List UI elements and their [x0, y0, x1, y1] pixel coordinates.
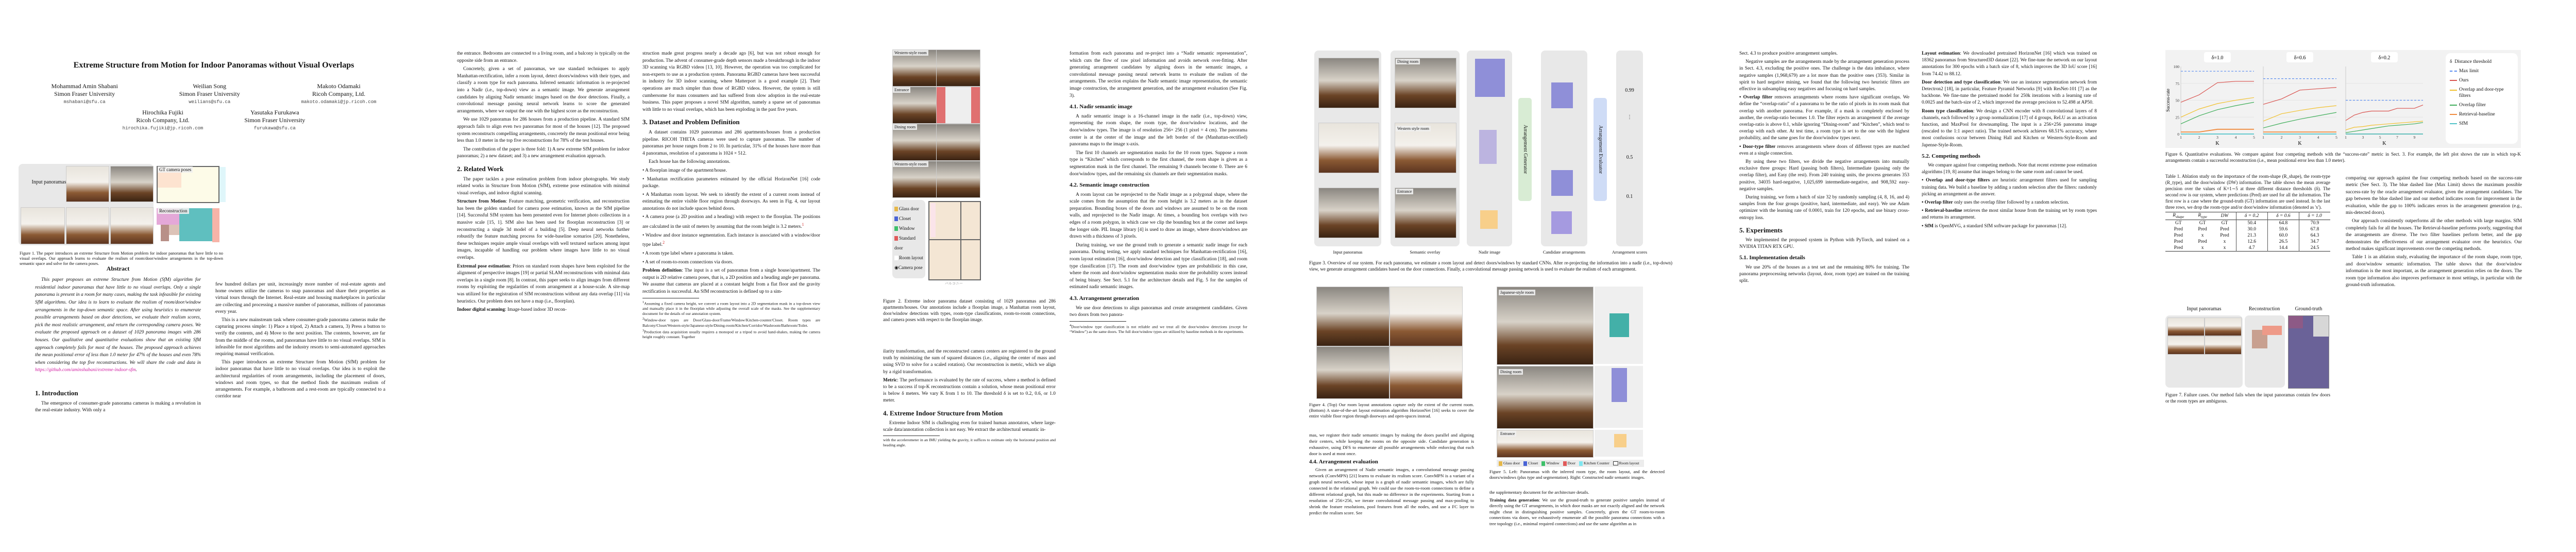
page-6 — [2130, 0, 2556, 552]
paragraph: comparing our approach against the four competing methods based on the success-rate metric (See Sect. 3). The blue dashed line (Max Limit) shows the maximum possible success-rate by the oracle arrangement evaluator, given the arrangement candidates. The gap between the blue dashed line and our method indicates room for improvement in the evaluation, while the gap to 100% indicates errors in the arrangement generation (e.g., mis-detected doors). — [2346, 176, 2522, 216]
table-1 — [2165, 212, 2330, 252]
x-tick-label: 3 — [2362, 135, 2364, 140]
paragraph: the entrance. Bedrooms are connected to a living room, and a balcony is typically on the opposite side from an entrance. — [457, 51, 630, 63]
fig4-pano — [1316, 287, 1389, 346]
recon-room — [2262, 326, 2282, 335]
paragraph: Sect. 4.3 to produce positive arrangement samples. — [1739, 51, 1838, 56]
section-5-1-heading: 5.1. Implementation details — [1739, 255, 1805, 261]
paragraph: • Overlap filter only uses the overlap filter followed by a random selection. — [1922, 200, 2069, 206]
page2-right-column — [642, 51, 820, 340]
table-cell: x — [2223, 239, 2226, 244]
nadir-room — [1609, 313, 1629, 337]
paragraph: We implemented the proposed system in Python with PyTorch, and trained on a NVIDIA TITAN RTX GPU. — [1739, 238, 1909, 250]
fig7-column-label: Input panoramas — [2187, 306, 2222, 312]
intro-paragraph: The emergence of consumer-grade panorama cameras is making a revolution in the real-estate industry. With only a — [35, 400, 201, 413]
abstract-heading: Abstract — [106, 265, 130, 272]
legend-item: Closet — [1523, 461, 1538, 465]
nadir-room — [1479, 130, 1497, 164]
x-tick-label: 9 — [2413, 135, 2416, 140]
legend-item: Glass door — [894, 204, 923, 214]
legend-item: Window — [894, 224, 923, 233]
x-tick-label: 1 — [2262, 135, 2264, 140]
fig2-pano-semantic — [936, 161, 980, 198]
y-tick-label: 100 — [2173, 64, 2179, 69]
fig7-column-label: Ground-truth — [2295, 306, 2323, 312]
legend-item: Retrieval-baseline — [2450, 110, 2514, 119]
fig7-caption: Figure 7. Failure cases. Our method fails when the input panoramas contain few doors or the room types are ambiguous. — [2165, 392, 2330, 404]
y-tick-label: 75 — [2175, 81, 2179, 86]
table-cell: x — [2201, 245, 2204, 250]
table-row — [2165, 226, 2330, 232]
fig2-pano-semantic — [936, 87, 980, 124]
page4-left-column — [1309, 432, 1474, 517]
paragraph: By using these two filters, we divide the negative arrangements into mutually exclusive three groups: Hard (passing both filters), Intermediate (passing only the overlap filter), and Easy (the rest). From 240 training units, the process generates 353 positive, 34035 hard-negative, 1,025,699 intermediate-negative, and 908,592 easy-negative samples. — [1739, 159, 1909, 192]
fig3-scores-panel — [1616, 51, 1643, 246]
table1-caption: Table 1. Ablation study on the importance of the room-shape (R_shape), the room-type (R_type), and the door/window (DW) information. The table shows the mean average precision over the values of K=1∼5 at three different distance thresholds (δ). The second row is our system, where predictions (Pred) are used for all the information. The first row is a case where the ground-truth (GT) information are used instead. In the last three rows, we drop the room-type and/or door/window information (denoted as 'x'). — [2165, 174, 2330, 210]
fig2-pano-semantic — [936, 49, 980, 87]
fig2-caption: Figure 2. Extreme indoor panorama dataset consisting of 1029 panoramas and 286 apartments/houses. Our annotations include a floorplan image, a Manhattan room layout, door/window detections with types, room-type classifications, room-to-room connections, and camera poses with respect to the floorplan image. — [883, 298, 1056, 322]
table-cell: 60.0 — [2267, 232, 2299, 239]
paragraph: We compare against four competing methods. Note that recent extreme pose estimation algorithms [19, 8] assume that images belong to the same room and cannot be used. — [1922, 163, 2097, 175]
section-4-heading: 4. Extreme Indoor Structure from Motion — [883, 409, 1003, 417]
legend-item: Kitchen Counter — [1579, 461, 1609, 465]
table-cell: Pred — [2220, 226, 2229, 232]
paragraph: Concretely, given a set of panoramas, we use standard techniques to apply Manhattan-rectification, infer a room layout, detect doors/windows with their types, and classify a room type for each panorama. Inferred semantic information is re-projected into a Nadir (i.e., top-down) view as a semantic image. We generate arrangement candidates by aligning Nadir semantic images based on the door detections. Finally, a convolutional message passing neural network learns to score the generated arrangements, where we output the one with the highest score as the reconstruction. — [457, 66, 630, 114]
page4-right-column — [1489, 490, 1665, 529]
camera-pose-icon: ◉ — [894, 265, 899, 270]
paragraph: few hundred dollars per unit, increasingly more number of real-estate agents and home owners utilize the cameras to snap panoramas and share their properties as virtual tours through the Internet. Real-estate and housing marketplaces in particular are collecting and processing a massive number of panoramas, millions of panoramas every year. — [215, 281, 385, 314]
fig1-pano — [110, 166, 154, 202]
page5-right-column — [1922, 51, 2097, 231]
paragraph: We use 1029 panoramas for 286 houses from a production pipeline. A standard SfM approach fails to align even two panoramas for most of the houses [12]. The proposed system reconstructs compelling arrangements, concretely the mean positional error being less than 1.0 meter in the top five reconstructions for 78% of the test houses. — [457, 117, 630, 144]
paragraph: • Retrieval-baseline retrieves the most similar house from the training set by room types and returns its arrangement. — [1922, 208, 2097, 221]
intro-heading: 1. Introduction — [35, 389, 78, 397]
x-tick-label: 1 — [2180, 135, 2182, 140]
score: ⋮ — [1627, 114, 1632, 120]
fig4-pano — [1389, 346, 1463, 399]
page-3 — [852, 0, 1278, 552]
footnote: with the accelerometer in an IMU yielding the gravity, it suffices to estimate only the horizontal position and heading angle. — [883, 438, 1056, 448]
related-work-heading: 2. Related Work — [457, 164, 504, 173]
list-item: • A floorplan image of the apartment/house. — [642, 168, 727, 173]
paragraph: Extremal pose estimation: Priors on standard room shapes have been exploited for the alignment of perspective images [19] or partial SLAM reconstructions with minimal data overlaps in a single room [8]. In contrast, this paper seeks to align images from different rooms by exploiting the regularities of room arrangement at a house-scale. A site-map was utilized for the registration of SfM reconstructions without any data overlap [11] via heuristics. Our problem does not have a map (i.e., floorplan). — [457, 263, 630, 304]
fig2-tag: Western-style room — [893, 161, 928, 167]
fig5-legend — [1497, 460, 1644, 467]
section-4-4-heading: 4.4. Arrangement evaluation — [1309, 459, 1378, 465]
page1-right-column — [215, 281, 385, 401]
table-header: $R_{type}$ — [2198, 213, 2207, 219]
figure-6 — [2165, 50, 2521, 148]
table-header: δ = 0.6 — [2267, 212, 2299, 220]
series-line-ours — [2346, 105, 2423, 121]
paragraph: Training data generation: We use the ground-truth to generate positive samples instead of directly using the GT arrangements, in which door masks are not exactly aligned and the network might cheat in distinguishing positive samples. Concretely, given the GT room-to-room connections via doors, we exhaustively enumerate all the possible panorama connections with a tree topology (i.e., minimal required connections) and use the same algorithm as in — [1489, 497, 1665, 526]
paragraph: The first 10 channels are segmentation masks for the 10 room types. Suppose a room type is “Kitchen” which corresponds to the first channel, the room shape is given as a segmentation mask in the first channel. The remaining 9 channels become 0. There are 6 door/window types, and the remaining six channels are their segmentation masks. — [1070, 150, 1247, 177]
author-block — [21, 82, 407, 131]
legend-item: Overlap and door-type filters — [2450, 87, 2514, 99]
fig5-tag: Dining room — [1499, 369, 1523, 375]
fig6-caption: Figure 6. Quantitative evaluations. We compare against four competing methods with the “success-rate” metric in Sect. 3. For example, the left plot shows the rate in which top-K arrangements contain a successful reconstruction (i.e., mean positional error less than 1.0 meter). — [2165, 152, 2521, 163]
paragraph: Indoor digital scanning: Image-based indoor 3D recon- — [457, 307, 567, 313]
list-item: • A set of room-to-room connections via doors. — [642, 259, 734, 265]
table-cell: 24.5 — [2299, 245, 2330, 252]
fig3-tag: Western style room — [1396, 126, 1431, 131]
fig2-tag: Entrance — [893, 87, 910, 93]
nadir-room — [1475, 59, 1505, 97]
table-cell: 64.8 — [2267, 220, 2299, 226]
candidate-room — [1551, 170, 1573, 196]
series-line-ours — [2263, 88, 2336, 105]
x-tick-label: 5 — [2253, 135, 2255, 140]
page2-left-column — [457, 51, 630, 315]
fig2-floorplan — [928, 201, 981, 280]
paragraph: • Overlap filter removes arrangements where rooms have significant overlaps. We define the “overlap-ratio” of a panorama to be the ratio of pixels in its room mask that overlap with another panorama. For example, if a mask is completely enclosed by another, the overlap-ratio becomes 1.0. The filter rejects an arrangement if the average overlap-ratio is above 0.1, while ignoring “Dining-room” and “Kitchen”, which tend to overlap with each other. At test time, a room type is set to the one with the highest probability, and the same goes for the door/window types next. — [1739, 95, 1909, 141]
fig1-pano — [110, 207, 154, 244]
paragraph: struction made great progress nearly a decade ago [6], but was not robust enough for production. The advent of consumer-grade depth sensors made a breakthrough in the indoor 3D scanning via RGBD videos [13, 10]. However, the operation was too complicated for non-experts to use as a production system. Panorama RGBD cameras have been successful in industry for 3D indoor scanning, where Matterport is a good example [2]. Their operations are much simpler than those of RGBD videos. However, the system is still cumbersome for mass consumers and has suffered from slow adoption in the real-estate business. This paper proposes a novel SfM algorithm, namely a sparse set of panoramas with little to no visual overlaps, which has been exploding in the past five years. — [642, 51, 820, 112]
fig7-pano — [2205, 336, 2242, 355]
table-row — [2165, 239, 2330, 245]
footnote: $^2$Window-door types are Door/Glass-door/Frame/Window/Kitchen-counter/Closet. Room types are Balcony/Closet/Western-style/Japanese-style/Dining-room/Kitchen/Corridor/Washroom/Bathroom/Toilet. — [642, 317, 820, 328]
series-line-overlap-and-door-type-filters — [2346, 121, 2423, 130]
fig2-tag: Dining room — [893, 124, 917, 130]
subplot-title: δ=1.0 — [2211, 55, 2224, 61]
fig3-pano — [1318, 188, 1379, 238]
nadir-room — [1612, 368, 1627, 402]
table-cell: Pred — [2174, 226, 2183, 232]
paragraph: Layout estimation: We downloaded pretrained HorizonNet [16] which was trained on 18362 panoramas from Structured3D dataset [22]. We fine-tune the network on our layout annotations for 300 epochs with a batch size of 8, which improves the 3D IoU score [16] from 74.42 to 88.12. — [1922, 51, 2097, 77]
fig4-pano — [1316, 346, 1389, 399]
x-axis-label: K — [2215, 141, 2219, 146]
score: 0.1 — [1626, 194, 1633, 199]
fig1-gt-label: GT camera poses — [158, 166, 193, 173]
table-cell: 14.4 — [2267, 245, 2299, 252]
legend-item: SfM — [2450, 119, 2514, 128]
fig3-tag: Dining room — [1396, 59, 1420, 64]
footnote: $^3$Production data acquisition usually requires a monopod or a tripod to avoid hand-shakes, making the camera height roughly constant. Together — [642, 328, 820, 340]
fig6-legend — [2446, 53, 2518, 144]
paragraph: Our approach consistently outperforms all the other methods with large margins. SfM completely fails for all the houses. The Retrieval-baseline performs poorly, suggesting that the arrangements are diverse. The two filter baselines perform better, and the gap demonstrates the effectiveness of our arrangement evaluator over the heuristics. Our method makes significant improvements over the competing methods. — [2346, 219, 2522, 252]
score: 0.99 — [1625, 88, 1634, 93]
fig2-tag: Western-style room — [893, 50, 928, 56]
fig6-legend-title: δ Distance threshold — [2450, 59, 2492, 64]
section-4-1-heading: 4.1. Nadir semantic image — [1070, 104, 1132, 110]
legend-item: Glass door — [1499, 461, 1520, 465]
fig3-pano — [1318, 58, 1379, 108]
abstract-text: This paper proposes an extreme Structure from Motion (SfM) algorithm for residential indoor panoramas that have little to no visual overlaps. Only a single panorama is present in a room for many cases, making the task infeasible for existing SfM algorithms. Our idea is to learn to evaluate the realism of room/door/window arrangements in the top-down semantic space. After using heuristics to enumerate possible arrangements based on door detections, we evaluate their realism scores, pick the most realistic arrangement, and return the corresponding camera poses. We evaluate the proposed approach on a dataset of 1029 panorama images with 286 houses. Our qualitative and quantitative evaluations show that an existing SfM approach completely fails for most of the houses. The proposed approach achieves the mean positional error of less than 1.0 meter for 47% of the houses and even 78% when considering the top five reconstructions. We will share the code and data in https://github.com/aminshabani/extreme-indoor-sfm. — [35, 277, 201, 373]
table-header: $R_{shape}$ — [2173, 213, 2184, 219]
table-cell: 30.0 — [2236, 226, 2267, 232]
subplot-title: δ=0.6 — [2294, 55, 2306, 61]
table-header: δ = 1.0 — [2299, 212, 2330, 220]
fig1-pano — [21, 207, 65, 244]
table-cell: GT — [2175, 220, 2182, 226]
page-4 — [1278, 0, 1704, 552]
x-tick-label: 3 — [2299, 135, 2301, 140]
fig1-input-label: Input panoramas — [31, 179, 66, 185]
table-cell: 67.8 — [2299, 226, 2330, 232]
paragraph: Negative samples are the arrangements made by the arrangement generation process in Sect. 4.3, excluding the positive ones. The challenge is the data imbalance, where negative samples (1,968,679) are a lot more than the positive ones (353). Similar in spirit to hard negative mining, we found that the following two heuristic filters are effective in subsampling easy negatives and focusing on hard samples. — [1739, 59, 1909, 92]
series-line-overlap-filter — [2181, 102, 2254, 124]
page-2 — [426, 0, 852, 552]
table-cell: Pred — [2174, 232, 2183, 238]
fig3-column-label: Input panoramas — [1333, 249, 1363, 255]
x-tick-label: 4 — [2317, 135, 2319, 140]
paragraph: Extreme Indoor SfM is challenging even for trained human annotators, where large-scale data/annotation collection is not easy. We extract the architectural semantic in- — [883, 420, 1056, 433]
table-cell: Pred — [2174, 239, 2183, 244]
table-cell: Pred — [2174, 245, 2183, 250]
paragraph: Structure from Motion: Feature matching, geometric verification, and reconstruction has been the golden standard for camera pose estimation, known as the SfM pipeline [14]. Successful SfM system has been presented even for Internet photo collections in a massive scale [15, 1]. SfM also has been used for floorplan reconstruction [3] or reconstructing a single 3d model of a building [5]. Deep neural networks further robustify the feature matching process for wide-baseline scenarios [20]. Nonetheless, these techniques require ample visual overlaps with well textured surfaces among input images, incapable of handling our problem where images have little to no visual overlaps. — [457, 199, 630, 261]
table-row — [2165, 232, 2330, 239]
fig1-pano — [66, 207, 109, 244]
x-tick-label: 2 — [2280, 135, 2283, 140]
fig5-pano — [1497, 287, 1594, 365]
series-line-overlap-filter — [2263, 112, 2336, 128]
fig7-pano — [2205, 317, 2242, 336]
paper-title: Extreme Structure from Motion for Indoor Panoramas without Visual Overlaps — [73, 61, 354, 70]
list-item: • A room type label where a panorama is taken. — [642, 251, 734, 257]
fig3-pano — [1318, 123, 1379, 173]
table-cell: 64.3 — [2299, 232, 2330, 239]
section-4-2-heading: 4.2. Semantic image construction — [1070, 182, 1149, 189]
author-3: Makoto Odamaki Ricoh Company, Ltd. makoto.odamaki@jp.ricoh.com — [301, 82, 377, 105]
list-item: • A camera pose (a 2D position and a heading) with respect to the floorplan. The positions are calculated in the unit of meters by assuming that the room height is 3.2 meters.$^1$ — [642, 214, 820, 230]
fig5-caption: Figure 5. Left: Panoramas with the inferred room type, the room layout, and the detected doors/windows (plus type and segmentation). Right: Constructed nadir semantic images. — [1489, 469, 1665, 480]
series-line-overlap-and-door-type-filters — [2263, 106, 2336, 121]
fig5-tag: Entrance — [1499, 431, 1516, 437]
legend-item: Closet — [894, 214, 923, 224]
table-cell: Pred — [2198, 226, 2207, 232]
subplot-title: δ=0.2 — [2378, 55, 2391, 61]
paragraph: ilarity transformation, and the reconstructed camera centers are registered to the ground truth by minimizing the sum of squared distances (i.e., aligning the center of mass and using SVD to solve for a scaled rotation). Our reconstruction is metric, which we align by a rigid transformation. — [883, 349, 1056, 375]
arrangement-generator-box: Arrangement Generator — [1518, 98, 1532, 201]
x-axis-label: K — [2382, 141, 2386, 146]
fig3-semantic — [1395, 58, 1456, 108]
paragraph: This paper introduces an extreme Structure from Motion (SfM) problem for indoor panoramas that have little to no visual overlaps. Our idea is to exploit the architectural regularities of room arrangements, including the placement of doors, windows and room types, so that the method finds the maximum realism of arrangements. For example, a bathroom and a rest-room are typically connected to a corridor near — [215, 359, 385, 399]
fig7-ground-truth — [2288, 315, 2329, 389]
table-cell: 34.7 — [2299, 239, 2330, 245]
table-1-block — [2165, 173, 2330, 252]
paragraph: • Door-type filter removes arrangements where doors of different types are matched even at a single connection. — [1739, 144, 1909, 156]
fig3-column-label: Nadir image — [1478, 249, 1501, 255]
paragraph: A room layout can be reprojected to the Nadir image as a polygonal shape, where the scale comes from the assumption that the room height is 3.2 meters as in the dataset preparation. Bounding boxes of the doors and windows are assumed to be on the room walls, and reprojected to the Nadir image. At times, a bounding box overlaps with two edges of a room polygon, in which case we clip the bounding box at the corner and keeps the longer side. PIL Image library [4] is used to draw an image, where doors/windows are drawn with a thickness of 3 pixels. — [1070, 192, 1247, 240]
fig3-caption: Figure 3. Overview of our system. For each panorama, we estimate a room layout and detect doors/windows by standard CNNs. After re-projecting the information into a nadir (i.e., top-down) view, we generate arrangement candidates based on the door connections. Finally, a convolutional message passing network is used to evaluate the realism of each arrangement. — [1309, 260, 1672, 272]
x-axis-label: K — [2298, 141, 2302, 146]
table-cell: 70.9 — [2299, 220, 2330, 226]
dataset-heading: 3. Dataset and Problem Definition — [642, 118, 740, 126]
paragraph: mas, we register their nadir semantic images by making the doors parallel and aligning their centers, while keeping the rooms on the opposite side. Candidate generation is exhaustive, using DFS to enumerate all possible arrangements while enforcing that each door is used at most once. — [1309, 432, 1474, 456]
fig2-balcony-label: バルコニー — [945, 281, 963, 286]
fig5-pano — [1497, 366, 1594, 429]
fig4-caption: Figure 4. (Top) Our room layout annotations capture only the extent of the current room. (Bottom) A state-of-the-art layout estimation algorithm HorizonNet [16] seeks to cover the entire visible floor region through doorways and open-spaces instead. — [1309, 402, 1474, 419]
table-cell: 12.6 — [2236, 239, 2267, 245]
x-tick-label: 2 — [2198, 135, 2200, 140]
paragraph: the supplementary document for the architecture details. — [1489, 490, 1589, 495]
paragraph: This is a new mainstream task where consumer-grade panorama cameras make the capturing process simple: 1) Place a tripod, 2) Attach a camera, 3) Press a button to verify the contents, and 4) Move to the next position. The contents, however, are far from the middle of the rooms, and panoramas have little to no visual overlaps. SfM is infeasible for most algorithms and the industry resorts to semi-automated approaches requiring manual verification. — [215, 317, 385, 357]
legend-item: Door — [1563, 461, 1575, 465]
paragraph: The contribution of the paper is three fold: 1) A new extreme SfM problem for indoor panoramas; 2) a new dataset; and 3) a new arrangement evaluation approach. — [457, 146, 630, 159]
legend-item: Max limit — [2450, 66, 2514, 76]
legend-item: ◉Camera pose — [894, 265, 923, 270]
author-5: Yasutaka Furukawa Simon Fraser University furukawa@sfu.ca — [244, 109, 306, 131]
fig7-column-label: Reconstruction — [2248, 306, 2280, 312]
x-tick-label: 5 — [2379, 135, 2381, 140]
fig2-pano-semantic — [936, 124, 980, 161]
x-tick-label: 5 — [2335, 135, 2337, 140]
table-cell: Pred — [2198, 239, 2207, 244]
paragraph: During training, we use the ground truth to generate a semantic nadir image for each panorama. During testing, we apply standard techniques for Manhattan-rectification [16], room layout estimation [16], door/window detection and type classification [18], and room type classification [17]. The room and door/window types are probabilistic in this case, where the room and door/window segmentation masks store the probability scores instead of being binary. See Sect. 5.1 for the architecture details and Fig. 5 for the samples of estimated nadir semantic images. — [1070, 242, 1247, 290]
list-item: • Manhattan rectification parameters estimated by the official HorizonNet [16] code package. — [642, 176, 820, 189]
page3-right-column — [1070, 51, 1247, 334]
fig3-tag: Entrance — [1396, 189, 1413, 194]
y-tick-label: 25 — [2175, 115, 2179, 120]
y-axis-label: Success-rate — [2165, 89, 2171, 112]
paragraph: Given an arrangement of Nadir semantic images, a convolutional message passing network (ConvMPN) [21] learns to evaluate its realism score. ConvMPN is a variant of a graph neural network, whose input is a graph of nadir semantic images, which are fully connected in the relational graph. We could use the room-to-room connections to define a different relational graph, but this made no difference in the experiments. Starting from a resolution of 256×256, we iterate convolutional message passing and max-pooling to shrink the feature resolutions, pool features from all the nodes, and use a FC layer to predict the realism score. See — [1309, 467, 1474, 515]
table-cell: GT — [2221, 220, 2228, 226]
section-5-heading: 5. Experiments — [1739, 226, 1783, 234]
section-5-2-heading: 5.2. Competing methods — [1922, 153, 1980, 159]
nadir-room — [1480, 210, 1498, 229]
y-tick-label: 50 — [2175, 98, 2179, 103]
fig1-caption: Figure 1. The paper introduces an extreme Structure from Motion problem for indoor panoramas that have little to no visual overlaps. Our approach learns to evaluate the realism of room/door/window arrangements in the top-down semantic space and solve for the camera poses. — [20, 251, 223, 266]
legend-item: Window — [1541, 461, 1560, 465]
paragraph: • SfM is OpenMVG, a standard SfM software package for panoramas [12]. — [1922, 223, 2067, 229]
paragraph: Each house has the following annotations. — [649, 159, 731, 165]
table-header: DW — [2221, 213, 2229, 219]
list-item: • A Manhattan room layout. We seek to identify the extent of a current room instead of estimating the entire visible floor region through doorways. As seen in Fig. 4, our layout annotations do not include spaces behind doors. — [642, 192, 821, 211]
paragraph: A dataset contains 1029 panoramas and 286 apartments/houses from a production pipeline. RICOH THETA cameras were used to capture panoramas. The number of panoramas per house ranges from 2 to 10. In particular, 31% of the houses have more than 4 panoramas, resolution of a panorama is 1024 × 512. — [642, 129, 820, 156]
fig2-legend — [892, 200, 925, 278]
author-2: Weilian Song Simon Fraser University weilians@sfu.ca — [179, 82, 240, 105]
github-link[interactable]: https://github.com/aminshabani/extreme-indoor-sfm — [35, 367, 136, 373]
page6-right-column — [2346, 175, 2522, 291]
author-1: Mohammad Amin Shabani Simon Fraser University mshabani@sfu.ca — [51, 82, 118, 105]
fig3-column-label: Candidate arrangements — [1543, 249, 1586, 255]
paragraph: Room type classification: We design a CNN encoder with 8 convolutional layers of 8 channels, each followed by a group normalization [17] of 4 groups, ReLU as an activation function, and MaxPool for downsampling. The input is a 256×256 panorama image (rescaled to the 1:1 aspect ratio). The trained network achieves 68.51% accuracy, where most confusions occur between Dining Hall and Kitchen or Western-Style-Room and Japense-Style-Room. — [1922, 108, 2097, 148]
fig3-column-label: Arrangement scores — [1612, 249, 1648, 255]
nadir-room — [1614, 434, 1626, 447]
paragraph: Table 1 is an ablation study, evaluating the importance of the room shape, room type, and door/window semantic information. The table shows that the door/window information is the most important, as the arrangement generation relies on the doors. The room type information also improves performance in most settings, in particular with the ground-truth information. — [2346, 255, 2522, 288]
score: 0.5 — [1626, 155, 1633, 160]
legend-item: Overlap filter — [2450, 101, 2514, 110]
paragraph: During training, we form a batch of size 32 by randomly sampling (4, 8, 16, and 4) samples from the four groups (positive, hard, intermediate, and easy). We use Adam optimizer with the learning rate of 0.0001, train for 120 epochs, and use binary cross-entropy loss. — [1739, 195, 1909, 221]
fig3-semantic — [1395, 188, 1456, 238]
paragraph: • Overlap and door-type filters are heuristic arrangement filters used for sampling training data. We build a baseline by adding a random selection after the filters: randomly picking an arrangement as the answer. — [1922, 178, 2097, 197]
footnote: $^4$Door/window type classification is not reliable and we treat all the door/window detections (except for “Window”) as the same doors. The full door/window types are utilized by baseline methods in the experiments. — [1070, 323, 1247, 334]
table-cell: GT — [2199, 220, 2206, 226]
series-line-retrieval-baseline — [2181, 129, 2254, 132]
paragraph: formation from each panorama and re-project into a “Nadir semantic representation”, which cuts the flow of raw pixel information and avoids network over-fitting. After generating arrangement candidates by aligning doors in the semantic images, a convolutional message passing neural network learns to evaluate the realism of the arrangements. The section explains the Nadir semantic image representation, the semantic image construction, the arrangement generation, and the arrangement evaluation (See Fig. 3). — [1070, 51, 1247, 98]
table-cell: x — [2201, 232, 2204, 238]
table-row — [2165, 220, 2330, 226]
x-tick-label: 3 — [2216, 135, 2218, 140]
legend-item: Ours — [2450, 76, 2514, 85]
fig4-pano — [1389, 287, 1463, 346]
table-cell: 59.6 — [2267, 226, 2299, 232]
legend-item: Room layout — [1613, 461, 1639, 465]
paragraph: Metric: The performance is evaluated by the rate of success, where a method is defined to be a success if top-K reconstructions contain a solution, whose mean positional error is below δ meters. We vary K from 1 to 10. The threshold δ is set to 0.2, 0.6, or 1.0 meter. — [883, 377, 1056, 404]
page-1 — [0, 0, 426, 552]
x-tick-label: 1 — [2345, 135, 2347, 140]
author-4: Hirochika Fujiki Ricoh Company, Ltd. hirochika.fujiki@jp.ricoh.com — [122, 109, 204, 131]
table-cell: 26.5 — [2267, 239, 2299, 245]
paragraph: We use 20% of the houses as a test set and the remaining 80% for training. The panorama preprocessing networks (layout, door, room type) are trained on the training split. — [1739, 264, 1909, 284]
list-item: • Window and door instance segmentation. Each instance is associated with a window/door type label.$^2$ — [642, 232, 820, 248]
page3-left-column — [883, 348, 1056, 448]
table-cell: 50.4 — [2236, 220, 2267, 226]
x-tick-label: 7 — [2396, 135, 2398, 140]
candidate-room — [1551, 82, 1573, 108]
table-cell: 4.7 — [2236, 245, 2267, 252]
table-cell: x — [2223, 245, 2226, 250]
paragraph: A nadir semantic image is a 16-channel image in the nadir (i.e., top-down) view, representing the room shape, the room type, the door/window locations, and the door/window types. The image is of resolution 256× 256 (1 pixel = 4 cm). The panorama center is at the center of the image and the left border of the (Manhattan-rectified) panorama maps to the image x-axis. — [1070, 113, 1247, 147]
page-5 — [1704, 0, 2130, 552]
legend-item: Room layout — [894, 253, 923, 263]
table-cell: 21.3 — [2236, 232, 2267, 239]
candidate-room — [1551, 211, 1572, 234]
x-tick-label: 4 — [2234, 135, 2237, 140]
table-cell: Pred — [2220, 232, 2229, 238]
page5-left-column — [1739, 51, 1909, 286]
table-header: δ = 0.2 — [2236, 212, 2267, 220]
fig3-column-label: Semantic overlay — [1410, 249, 1440, 255]
fig7-pano — [2167, 336, 2205, 355]
paragraph: Door detection and type classification: We use an instance segmentation network from Detectron2 [18], in particular, Feature Pyramid Networks [9] with ResNet-101 [7] as the backbone. We fine-tune the pretrained model for 250k iterations with a learning rate of 0.0025 and the batch-size of 2, which improved the average precision to 52.498 at AP50. — [1922, 79, 2097, 106]
paragraph: We use door detections to align panoramas and create arrangement candidates. Given two doors from two panora- — [1070, 305, 1247, 318]
arrangement-evaluator-box: Arrangement Evaluator — [1594, 98, 1607, 201]
paragraph: The paper tackles a pose estimation problem from indoor photographs. We study related works in Structure from Motion (SfM), extreme pose estimation with minimal visual overlaps, and indoor digital scanning. — [457, 176, 630, 196]
y-tick-label: 0 — [2177, 132, 2179, 137]
page1-left-column — [35, 265, 201, 415]
paragraph: Problem definition: The input is a set of panoramas from a single house/apartment. The output is 2D relative camera poses, that is, a 2D position and a heading angle per panorama. We assume that cameras are placed at a constant height from a flat floor and the gravity rectification is successful. An SfM reconstruction is defined up to a sim- — [642, 268, 821, 295]
page-7 — [2556, 0, 2576, 552]
annotation-list — [642, 168, 820, 266]
fig7-pano — [2167, 317, 2205, 336]
footnote: $^1$Assuming a fixed camera height, we convert a room layout into a 2D segmentation mask in a top-down view and manually place it in the floorplan while adjusting the overall scale of the masks. See the supplementary document for the details of our annotation system. — [642, 300, 820, 316]
section-4-3-heading: 4.3. Arrangement generation — [1070, 295, 1140, 302]
fig5-tag: Japanese-style room — [1499, 290, 1535, 295]
fig1-pano — [66, 166, 109, 202]
fig1-recon-label: Reconstruction — [158, 208, 189, 214]
legend-item: Standard door — [894, 236, 916, 250]
table-row — [2165, 245, 2330, 252]
